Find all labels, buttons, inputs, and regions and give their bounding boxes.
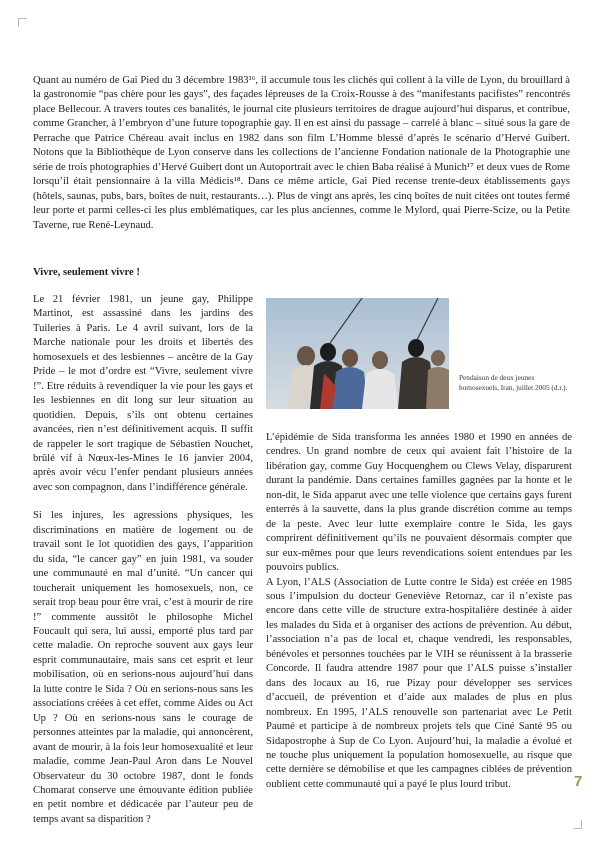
photo bbox=[266, 298, 449, 409]
page-number: 7 bbox=[574, 773, 583, 790]
photo-illustration bbox=[266, 298, 449, 409]
intro-paragraph: Quant au numéro de Gai Pied du 3 décembre 1983¹⁶, il accumule tous les clichés qui collent à la ville de Lyon, du brouillard à la gastronomie “pas chère pour les gays”, des façades lépreuses de la Croix-Rousse à des “manifestants pacifistes” rencontrés place Bellecour. A travers toutes ces banalités, le journal cite plusieurs territoires de drague aujourd’hui disparus, et contribue, comme Grancher, à l’embryon d’une future topographie gay. Il en est ainsi du passage – carrelé à blanc – situé sous la gare de Perrache que Patrice Chéreau avait inclus en 1982 dans son film L’Homme blessé d’après le scénario d’Hervé Guibert. Notons que la Bibliothèque de Lyon conserve dans les collections de l’ancienne Fondation nationale de la Photographie une série de trois photographies d’Hervé Guibert dont un Autoportrait avec le chien Baba réalisé à Munich¹⁷ et deux vues de Rome lorsqu’il était pensionnaire à la villa Médicis¹⁸. Dans ce même article, Gai Pied recense trente-deux établissements gays (hôtels, saunas, pubs, bars, boîtes de nuit, restaurants…). Plus de vingt ans après, les cinq boîtes de nuit citées ont toutes fermé leur porte et parmi celles-ci les plus emblématiques, car les plus anciennes, comme le Mylord, quai Pierre-Scize, ou la Petite Taverne, rue René-Leynaud. bbox=[33, 75, 570, 231]
section-heading: Vivre, seulement vivre ! bbox=[33, 267, 140, 278]
right-paragraph-1: L’épidémie de Sida transforma les années 1980 et 1990 en années de cendres. Un grand nombre de ceux qui avaient fait l’histoire de la libération gay, comme Guy Hocquenghem ou Clews Velay, disparurent durant la pandémie. Dans certaines familles gagnées par la honte et le non-dit, le Sida apparut avec une telle violence que certains gays furent enterrés à la sauvette, dans la plus grande discrétion comme au temps de la peste. Avec leur lutte exemplaire contre le Sida, les gays comprirent définitivement qu’ils ne pouvaient désormais compter que sur eux-mêmes pour que leurs revendications soient entendues par les pouvoirs publics. bbox=[266, 432, 572, 574]
right-paragraph-2: A Lyon, l’ALS (Association de Lutte contre le Sida) est créée en 1985 sous l’impulsion du docteur Geneviève Retornaz, car il n’existe pas encore dans cette ville de structure extra-hospitalière destinée à aider les malades du Sida et à organiser des actions de prévention. Au début, l’association n’a pas de local et, chaque vendredi, les responsables, bénévoles et personnes touchées par le VIH se réunissent à la brasserie Concorde. Il faudra attendre 1987 pour que l’ALS puisse s’installer dans des locaux au 16, rue Pizay pour développer ses services d’accueil, de prévention et d’aide aux malades de plus en plus nombreux. En 1995, l’ALS renouvelle son partenariat avec Le Petit Paumé et participe à de nombreux projets tels que Ciné Santé 95 ou Sidapostrophe à Sup de Co Lyon. Aujourd’hui, la maladie a évolué et ne touche plus uniquement la population homosexuelle, au risque que cette dernière se démobilise et que les campagnes ciblées de prévention oublient cette communauté qui a payé le plus lourd tribut. bbox=[266, 576, 572, 790]
crop-mark bbox=[18, 18, 27, 27]
left-paragraph-2: Si les injures, les agressions physiques, les discriminations en matière de logement ou de travail sont le lot quotidien des gays, l’apparition du sida, “le cancer gay” en juin 1981, va souder une communauté en mal d’unité. “Un cancer qui toucherait uniquement les homosexuels, non, ce serait trop beau pour être vrai, c’est à mourir de rire !” commente aussitôt le philosophe Michel Foucault qui sera, lui aussi, emporté plus tard par cette maladie. On reproche souvent aux gays leur esprit communautaire, mais sans cet esprit et leur mobilisation, où en serions-nous aujourd’hui dans la lutte contre le Sida ? Où en serions-nous sans les associations créées à cet effet, comme Aides ou Act Up ? Où en serions-nous sans le courage de personnes atteintes par la maladie, qui annoncèrent, avant de mourir, à la fois leur homosexualité et leur maladie, comme Jean-Paul Aron dans Le Nouvel Observateur du 30 octobre 1987, dont le fonds Chomarat conserve une émouvante édition publiée en petit nombre et dédicacée par l’auteur peu de temps avant sa disparition ? bbox=[33, 510, 253, 825]
photo-caption: Pendaison de deux jeunes homosexuels, Iran, juillet 2005 (d.r.). bbox=[459, 373, 568, 392]
left-paragraph-1: Le 21 février 1981, un jeune gay, Philippe Martinot, est assassiné dans les jardins des Tuileries à Paris. Le 4 avril suivant, lors de la Marche nationale pour les droits et libertés des homosexuels et des lesbiennes – ancêtre de la Gay Pride – le mot d’ordre est “Vivre, seulement vivre !”. Etre réduits à revendiquer la vie pour les gays et les lesbiennes en dit long sur leur situation au quotidien. Depuis, s’ils ont obtenu certaines avancées, rien n’est définitivement acquis. Il suffit de rappeler le sort tragique de Sébastien Nouchet, brûlé vif à Nœux-les-Mines le 16 janvier 2004, après avoir vécu l’enfer pendant plusieurs années avec son compagnon, dans l’indifférence générale. bbox=[33, 294, 253, 493]
left-column bbox=[33, 293, 253, 827]
right-column bbox=[266, 431, 572, 792]
crop-mark bbox=[573, 820, 582, 829]
